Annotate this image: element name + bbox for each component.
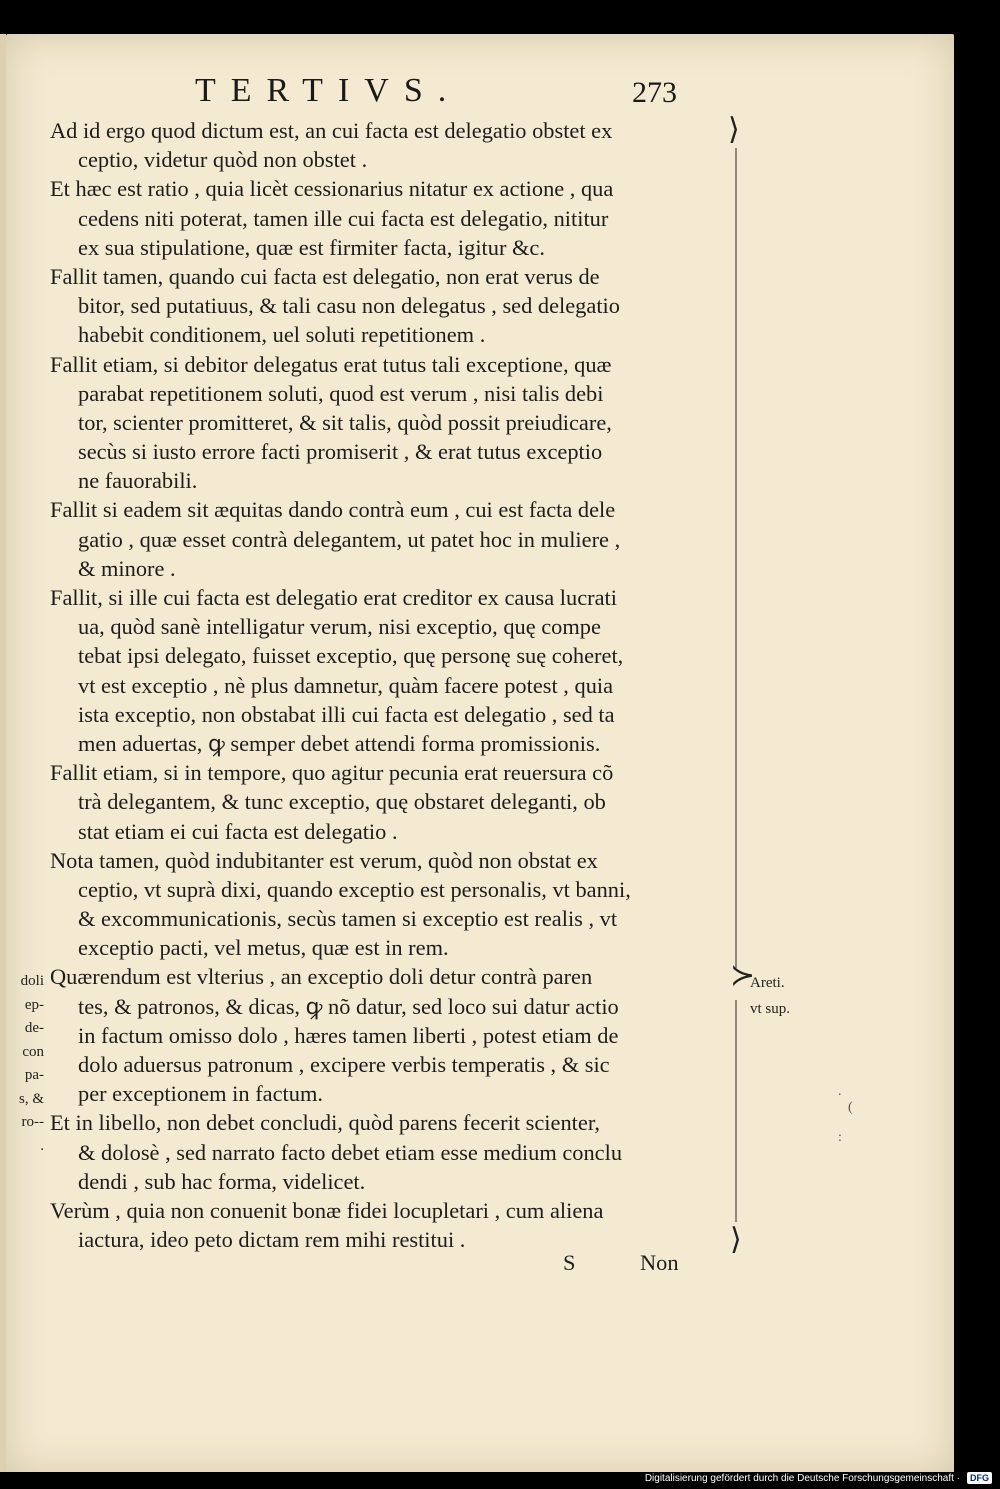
running-head: TERTIVS.: [195, 72, 462, 109]
margin-rule: [735, 148, 737, 968]
text-line: ex sua stipulatione, quæ est firmiter facta, igitur &c.: [78, 234, 545, 260]
text-line: & excommunicationis, secùs tamen si exceptio est realis , vt: [78, 906, 618, 932]
text-line: men aduertas, ꝙ semper debet attendi forma promissionis.: [78, 730, 601, 756]
left-marginal-fragments: [0, 970, 44, 1158]
paragraph: [50, 174, 730, 262]
left-margin-fragment: ep-: [24, 996, 44, 1013]
digitization-footer: [0, 1472, 1000, 1489]
paragraph: [50, 583, 730, 758]
page-number: 273: [632, 76, 677, 109]
brace-bottom-mark: ⟩: [730, 1222, 742, 1257]
text-line: secùs si iusto errore facti promiserit , & erat tutus exceptio: [78, 439, 603, 465]
text-line: gatio , quæ esset contrà delegantem, ut patet hoc in muliere ,: [78, 526, 621, 552]
right-marginal-note: [750, 970, 790, 1022]
text-line: & dolosè , sed narrato facto debet etiam esse medium conclu: [78, 1139, 623, 1165]
brace-top-mark: ⟩: [728, 112, 740, 147]
dfg-logo-icon: DFG: [967, 1472, 992, 1484]
paragraph: [50, 1108, 730, 1196]
speck-mark: :: [838, 1130, 842, 1145]
text-line: iactura, ideo peto dictam rem mihi restitui .: [78, 1227, 466, 1253]
paragraph: [50, 350, 730, 496]
text-line: bitor, sed putatiuus, & tali casu non delegatus , sed delegatio: [78, 293, 620, 319]
text-line: in factum omisso dolo , hæres tamen liberti , potest etiam de: [78, 1022, 619, 1048]
text-line: exceptio pacti, vel metus, quæ est in rem.: [78, 935, 449, 961]
text-line: ista exceptio, non obstabat illi cui facta est delegatio , sed ta: [78, 701, 615, 727]
text-line: Fallit, si ille cui facta est delegatio erat creditor ex causa lucrati: [50, 585, 617, 610]
text-line: Et in libello, non debet concludi, quòd parens fecerit scienter,: [50, 1110, 600, 1136]
text-line: Verùm , quia non conuenit bonæ fidei locupletari , cum aliena: [50, 1197, 604, 1223]
text-line: tor, scienter promitteret, & sit talis, quòd possit preiudicare,: [78, 409, 612, 435]
footer-credit: Digitalisierung gefördert durch die Deutsche Forschungsgemeinschaft ·: [644, 1473, 960, 1484]
left-margin-fragment: s, &: [18, 1090, 44, 1107]
brace-middle-mark: ≻: [730, 958, 756, 993]
left-margin-fragment: doli: [20, 973, 44, 989]
margin-rule-lower: [735, 1000, 737, 1222]
text-line: Fallit etiam, si in tempore, quo agitur pecunia erat reuersura cõ: [50, 760, 614, 786]
text-line: ceptio, vt suprà dixi, quando exceptio est personalis, vt banni,: [78, 876, 631, 902]
speck-mark: .: [838, 1084, 842, 1099]
paragraph: [50, 962, 730, 1108]
text-line: habebit conditionem, uel soluti repetitionem .: [78, 322, 486, 348]
text-line: Fallit tamen, quando cui facta est delegatio, non erat verus de: [50, 263, 600, 289]
paragraph: [50, 116, 730, 174]
text-line: Et hæc est ratio , quia licèt cessionarius nitatur ex actione , qua: [50, 176, 614, 202]
left-margin-fragment: de-: [24, 1020, 44, 1036]
text-line: trà delegantem, & tunc exceptio, quę obstaret deleganti, ob: [78, 789, 606, 815]
paragraph: [50, 262, 730, 350]
catchword: Non: [640, 1250, 679, 1275]
text-line: stat etiam ei cui facta est delegatio .: [78, 818, 398, 844]
text-line: parabat repetitionem soluti, quod est verum , nisi talis debi: [78, 380, 604, 406]
paragraph: [50, 495, 730, 583]
paragraph: [50, 758, 730, 846]
paragraph: [50, 846, 730, 963]
left-margin-fragment: .: [40, 1137, 44, 1154]
marginal-note-line: Areti.: [750, 975, 785, 991]
text-line: ceptio, videtur quòd non obstet .: [78, 147, 368, 173]
text-line: ne fauorabili.: [78, 468, 198, 494]
paragraph: [50, 1196, 730, 1254]
text-line: & minore .: [78, 555, 176, 581]
left-margin-fragment: con: [22, 1043, 44, 1060]
text-line: dendi , sub hac forma, videlicet.: [78, 1168, 366, 1194]
text-line: Ad id ergo quod dictum est, an cui facta est delegatio obstet ex: [50, 118, 613, 143]
text-line: per exceptionem in factum.: [78, 1081, 323, 1107]
left-margin-fragment: pa-: [24, 1067, 44, 1083]
speck-mark: (: [848, 1100, 853, 1115]
left-margin-fragment: ro--: [21, 1114, 44, 1130]
text-line: Nota tamen, quòd indubitanter est verum, quòd non obstat ex: [50, 847, 598, 873]
text-line: vt est exceptio , nè plus damnetur, quàm facere potest , quia: [78, 672, 614, 698]
signature-mark: S: [563, 1250, 576, 1275]
text-line: tebat ipsi delegato, fuisset exceptio, quę personę suę coheret,: [78, 643, 624, 669]
text-line: cedens niti poterat, tamen ille cui facta est delegatio, nititur: [78, 205, 609, 231]
page-header: [0, 72, 1000, 112]
text-line: Fallit etiam, si debitor delegatus erat tutus tali exceptione, quæ: [50, 351, 612, 377]
text-line: Fallit si eadem sit æquitas dando contrà eum , cui est facta dele: [50, 497, 616, 523]
text-line: tes, & patronos, & dicas, ꝙ nõ datur, sed loco sui datur actio: [78, 993, 619, 1019]
text-line: dolo aduersus patronum , excipere verbis temperatis , & sic: [78, 1052, 610, 1077]
text-line: ua, quòd sanè intelligatur verum, nisi exceptio, quę compe: [78, 614, 601, 640]
text-line: Quærendum est vlterius , an exceptio doli detur contrà paren: [50, 964, 593, 990]
main-text: [50, 116, 730, 1254]
marginal-note-line: vt sup.: [750, 1001, 791, 1017]
